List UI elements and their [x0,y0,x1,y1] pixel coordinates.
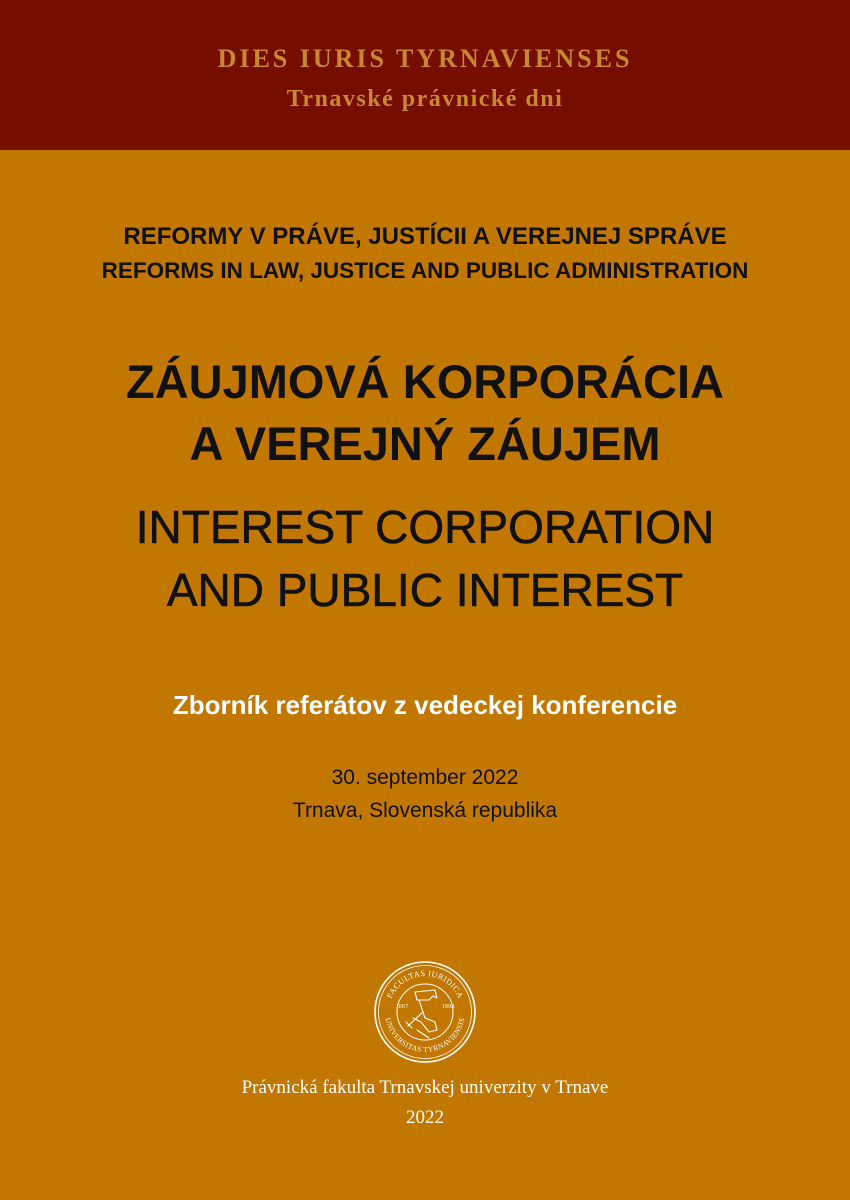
seal-top-text: FACULTAS IURIDICA [385,968,465,1000]
conference-date: 30. september 2022 [331,766,519,789]
conference-place: Trnava, Slovenská republika [292,799,558,822]
book-title-en-line-2: AND PUBLIC INTEREST [166,564,684,616]
seal-year-left: 1667 [395,1003,409,1010]
collection-title-en: REFORMS IN LAW, JUSTICE AND PUBLIC ADMINISTRATION [101,258,749,283]
series-subtitle: Trnavské právnické dni [286,86,564,112]
publication-year: 2022 [406,1107,444,1128]
header-band [0,0,850,150]
seal-year-right: 1998 [441,1003,455,1010]
book-title-en-line-1: INTEREST CORPORATION [135,501,715,553]
publisher-name: Právnická fakulta Trnavskej univerzity v Trnave [241,1077,609,1098]
seal-bottom-text: UNIVERSITAS TYRNAVIENSIS [383,1016,467,1055]
book-title-sk-line-2: A VEREJNÝ ZÁUJEM [189,417,661,470]
collection-title-sk: REFORMY V PRÁVE, JUSTÍCII A VEREJNEJ SPRÁVE [123,223,727,250]
book-title-sk-line-1: ZÁUJMOVÁ KORPORÁCIA [126,355,724,408]
faculty-seal-icon [373,960,477,1064]
proceedings-subtitle: Zborník referátov z vedeckej konferencie [172,690,678,720]
series-title: DIES IURIS TYRNAVIENSES [217,44,633,73]
